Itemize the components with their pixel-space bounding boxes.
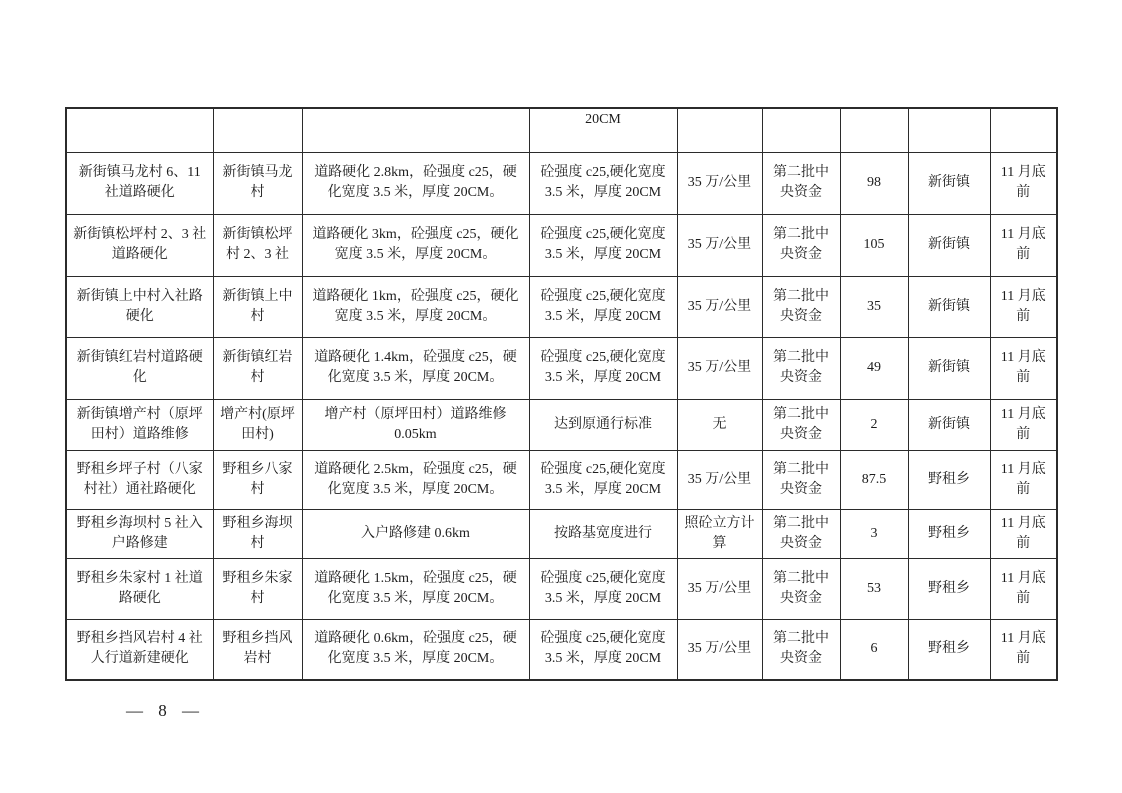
cell-construction-content: 道路硬化 1km，砼强度 c25，硬化宽度 3.5 米，厚度 20CM。: [302, 276, 529, 337]
table-row: [66, 619, 1057, 680]
cell-subsidy-standard: 35 万/公里: [677, 619, 762, 680]
cell-quality-standard: 砼强度 c25,硬化宽度 3.5 米，厚度 20CM: [529, 337, 677, 399]
table-row: [66, 214, 1057, 276]
cell-responsible-unit: 野租乡: [908, 558, 990, 619]
cell-quality-standard: 砼强度 c25,硬化宽度 3.5 米，厚度 20CM: [529, 450, 677, 509]
cell-completion-deadline: 11 月底前: [990, 214, 1057, 276]
cell-implementation-site: 野租乡朱家村: [213, 558, 302, 619]
cell-subsidy-standard: 无: [677, 399, 762, 450]
cell-funding-source: 第二批中央资金: [762, 509, 840, 558]
cell-fund-amount: 53: [840, 558, 908, 619]
cell-construction-content: 道路硬化 0.6km，砼强度 c25，硬化宽度 3.5 米，厚度 20CM。: [302, 619, 529, 680]
cell-subsidy-standard: 35 万/公里: [677, 276, 762, 337]
cell-quality-standard: 20CM: [529, 108, 677, 152]
cell-project-name: 新街镇上中村入社路硬化: [66, 276, 213, 337]
cell-completion-deadline: 11 月底前: [990, 152, 1057, 214]
cell-completion-deadline: 11 月底前: [990, 337, 1057, 399]
cell-implementation-site: 增产村(原坪田村): [213, 399, 302, 450]
cell-implementation-site: 野租乡挡风岩村: [213, 619, 302, 680]
cell-completion-deadline: 11 月底前: [990, 558, 1057, 619]
cell-responsible-unit: 新街镇: [908, 214, 990, 276]
cell-fund-amount: 49: [840, 337, 908, 399]
cell-subsidy-standard: 35 万/公里: [677, 214, 762, 276]
cell-funding-source: 第二批中央资金: [762, 337, 840, 399]
cell-implementation-site: [213, 108, 302, 152]
cell-project-name: 新街镇松坪村 2、3 社道路硬化: [66, 214, 213, 276]
cell-completion-deadline: 11 月底前: [990, 399, 1057, 450]
cell-construction-content: 道路硬化 3km，砼强度 c25，硬化宽度 3.5 米，厚度 20CM。: [302, 214, 529, 276]
cell-fund-amount: 87.5: [840, 450, 908, 509]
cell-construction-content: 道路硬化 1.5km，砼强度 c25，硬化宽度 3.5 米，厚度 20CM。: [302, 558, 529, 619]
cell-responsible-unit: 野租乡: [908, 619, 990, 680]
cell-funding-source: 第二批中央资金: [762, 399, 840, 450]
cell-responsible-unit: 野租乡: [908, 450, 990, 509]
cell-project-name: 新街镇增产村（原坪田村）道路维修: [66, 399, 213, 450]
cell-funding-source: 第二批中央资金: [762, 619, 840, 680]
table-row: [66, 450, 1057, 509]
cell-funding-source: 第二批中央资金: [762, 276, 840, 337]
cell-quality-standard: 砼强度 c25,硬化宽度 3.5 米，厚度 20CM: [529, 276, 677, 337]
cell-project-name: 野租乡朱家村 1 社道路硬化: [66, 558, 213, 619]
cell-completion-deadline: 11 月底前: [990, 619, 1057, 680]
cell-fund-amount: [840, 108, 908, 152]
cell-fund-amount: 6: [840, 619, 908, 680]
cell-fund-amount: 105: [840, 214, 908, 276]
cell-construction-content: 入户路修建 0.6km: [302, 509, 529, 558]
cell-completion-deadline: [990, 108, 1057, 152]
cell-quality-standard: 按路基宽度进行: [529, 509, 677, 558]
cell-subsidy-standard: 35 万/公里: [677, 450, 762, 509]
cell-project-name: 新街镇马龙村 6、11 社道路硬化: [66, 152, 213, 214]
cell-construction-content: 道路硬化 2.8km，砼强度 c25，硬化宽度 3.5 米，厚度 20CM。: [302, 152, 529, 214]
cell-funding-source: 第二批中央资金: [762, 214, 840, 276]
cell-quality-standard: 达到原通行标准: [529, 399, 677, 450]
cell-completion-deadline: 11 月底前: [990, 450, 1057, 509]
cell-project-name: 新街镇红岩村道路硬化: [66, 337, 213, 399]
cell-implementation-site: 新街镇马龙村: [213, 152, 302, 214]
cell-project-name: [66, 108, 213, 152]
cell-project-name: 野租乡海坝村 5 社入户路修建: [66, 509, 213, 558]
page-number: — 8 —: [126, 701, 200, 720]
cell-funding-source: 第二批中央资金: [762, 450, 840, 509]
cell-fund-amount: 98: [840, 152, 908, 214]
cell-quality-standard: 砼强度 c25,硬化宽度 3.5 米，厚度 20CM: [529, 214, 677, 276]
cell-quality-standard: 砼强度 c25,硬化宽度 3.5 米，厚度 20CM: [529, 152, 677, 214]
cell-fund-amount: 35: [840, 276, 908, 337]
cell-funding-source: [762, 108, 840, 152]
cell-subsidy-standard: 照砼立方计算: [677, 509, 762, 558]
cell-subsidy-standard: 35 万/公里: [677, 337, 762, 399]
cell-fund-amount: 2: [840, 399, 908, 450]
cell-funding-source: 第二批中央资金: [762, 152, 840, 214]
cell-implementation-site: 新街镇上中村: [213, 276, 302, 337]
cell-fund-amount: 3: [840, 509, 908, 558]
cell-completion-deadline: 11 月底前: [990, 276, 1057, 337]
cell-quality-standard: 砼强度 c25,硬化宽度 3.5 米，厚度 20CM: [529, 619, 677, 680]
cell-responsible-unit: 野租乡: [908, 509, 990, 558]
cell-construction-content: [302, 108, 529, 152]
table-row: [66, 558, 1057, 619]
cell-responsible-unit: [908, 108, 990, 152]
cell-project-name: 野租乡坪子村（八家村社）通社路硬化: [66, 450, 213, 509]
cell-implementation-site: 新街镇松坪村 2、3 社: [213, 214, 302, 276]
table-row: [66, 399, 1057, 450]
cell-subsidy-standard: [677, 108, 762, 152]
cell-construction-content: 道路硬化 1.4km，砼强度 c25，硬化宽度 3.5 米，厚度 20CM。: [302, 337, 529, 399]
road-projects-table: [65, 107, 1058, 681]
cell-implementation-site: 野租乡海坝村: [213, 509, 302, 558]
table-row: [66, 276, 1057, 337]
cell-quality-standard: 砼强度 c25,硬化宽度 3.5 米，厚度 20CM: [529, 558, 677, 619]
cell-implementation-site: 野租乡八家村: [213, 450, 302, 509]
cell-project-name: 野租乡挡风岩村 4 社人行道新建硬化: [66, 619, 213, 680]
table-row: [66, 509, 1057, 558]
table-row: [66, 337, 1057, 399]
table-row: [66, 152, 1057, 214]
cell-construction-content: 道路硬化 2.5km，砼强度 c25，硬化宽度 3.5 米，厚度 20CM。: [302, 450, 529, 509]
cell-subsidy-standard: 35 万/公里: [677, 152, 762, 214]
table-row-continuation: [66, 108, 1057, 152]
cell-funding-source: 第二批中央资金: [762, 558, 840, 619]
cell-subsidy-standard: 35 万/公里: [677, 558, 762, 619]
cell-responsible-unit: 新街镇: [908, 337, 990, 399]
cell-completion-deadline: 11 月底前: [990, 509, 1057, 558]
cell-construction-content: 增产村（原坪田村）道路维修 0.05km: [302, 399, 529, 450]
cell-implementation-site: 新街镇红岩村: [213, 337, 302, 399]
cell-responsible-unit: 新街镇: [908, 152, 990, 214]
cell-responsible-unit: 新街镇: [908, 399, 990, 450]
cell-responsible-unit: 新街镇: [908, 276, 990, 337]
